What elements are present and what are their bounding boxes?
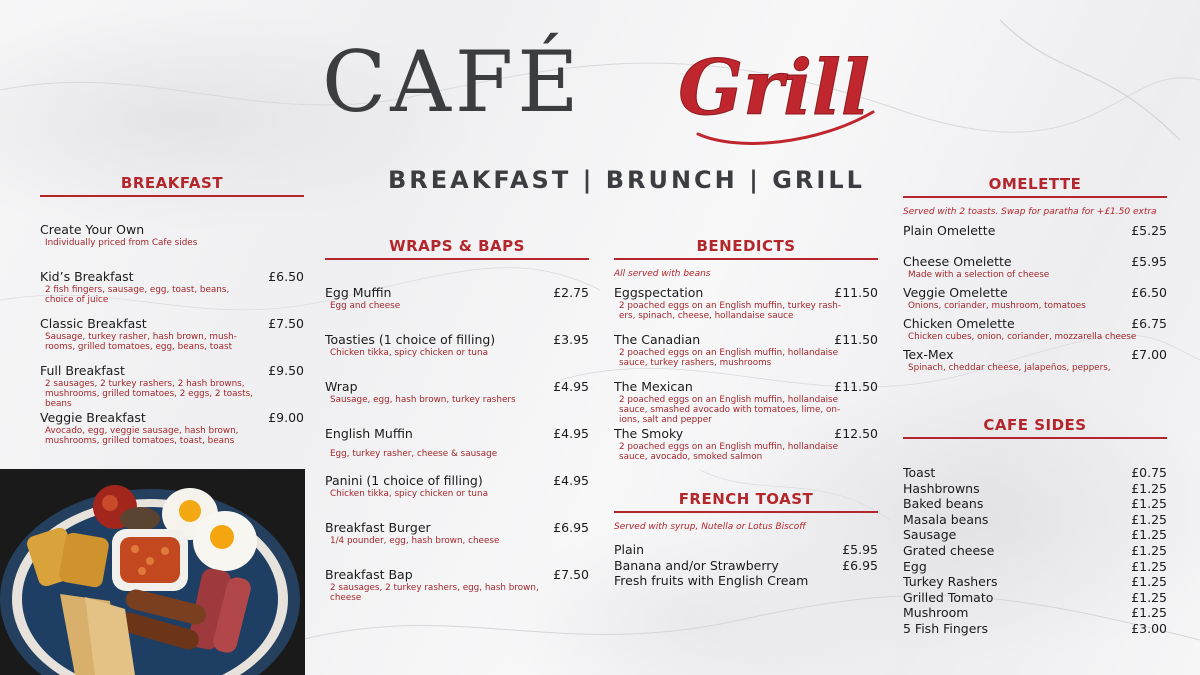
item-name: Breakfast Burger	[325, 520, 431, 535]
menu-item	[614, 379, 878, 425]
menu-item	[903, 347, 1167, 373]
item-name: The Mexican	[614, 379, 693, 394]
item-price: £4.95	[553, 379, 589, 394]
menu-item	[614, 426, 878, 462]
item-price: £4.95	[553, 473, 589, 488]
section-cafe-sides	[903, 416, 1167, 637]
item-price: £6.95	[842, 557, 878, 573]
item-name: Wrap	[325, 379, 358, 394]
section-note: All served with beans	[614, 269, 711, 279]
item-desc: Chicken tikka, spicy chicken or tuna	[330, 348, 488, 358]
item-desc: Chicken cubes, onion, coriander, mozzarella cheese	[908, 332, 1137, 342]
section-omelette	[903, 175, 1167, 373]
item-name: Baked beans	[903, 496, 984, 512]
menu-item	[40, 222, 304, 248]
title-cafe: CAFÉ	[322, 33, 583, 131]
item-price: £4.95	[553, 426, 589, 441]
menu-item	[903, 527, 1167, 543]
item-desc: 2 sausages, 2 turkey rashers, 2 hash browns, mushrooms, grilled tomatoes, 2 eggs, 2 toasts, beans	[45, 379, 253, 410]
item-price: £1.25	[1131, 542, 1167, 558]
item-price: £12.50	[834, 426, 878, 441]
menu-item	[903, 590, 1167, 606]
item-price: £3.95	[553, 332, 589, 347]
title-grill-logo	[668, 34, 880, 158]
item-price: £6.50	[268, 269, 304, 284]
item-price: £7.50	[553, 567, 589, 582]
menu-item	[903, 285, 1167, 311]
item-price: £1.25	[1131, 589, 1167, 605]
item-name: Veggie Breakfast	[40, 410, 146, 425]
item-name: Veggie Omelette	[903, 285, 1008, 300]
item-name: Plain	[614, 542, 645, 557]
item-name: Kid’s Breakfast	[40, 269, 134, 284]
item-desc: 2 poached eggs on an English muffin, hollandaise sauce, smashed avocado with tomatoes, lime, on-ions, salt and pepper	[619, 395, 841, 426]
item-name: Chicken Omelette	[903, 316, 1015, 331]
item-name: Mushroom	[903, 605, 969, 621]
item-name: 5 Fish Fingers	[903, 620, 989, 636]
item-price: £5.95	[1131, 254, 1167, 269]
item-name: Egg	[903, 558, 927, 574]
menu-item	[614, 542, 878, 558]
section-heading: BREAKFAST	[40, 174, 304, 197]
item-desc: Made with a selection of cheese	[908, 270, 1050, 280]
item-name: Tex-Mex	[903, 347, 954, 362]
breakfast-plate-photo	[0, 469, 305, 675]
item-price: £1.25	[1131, 496, 1167, 512]
item-desc: 2 poached eggs on an English muffin, turkey rash-ers, spinach, cheese, hollandaise sauce	[619, 301, 841, 322]
section-note: Served with 2 toasts. Swap for paratha for +£1.50 extra	[903, 207, 1157, 217]
item-price: £1.25	[1131, 480, 1167, 496]
title-grill-text: Grill	[678, 43, 870, 132]
menu-item	[903, 316, 1167, 342]
item-name: The Canadian	[614, 332, 701, 347]
item-desc: Spinach, cheddar cheese, jalapeños, peppers,	[908, 363, 1111, 373]
menu-item	[903, 621, 1167, 637]
item-price: £9.00	[268, 410, 304, 425]
menu-item	[903, 574, 1167, 590]
section-french-toast	[614, 490, 878, 589]
item-name: Fresh fruits with English Cream	[614, 573, 809, 589]
tagline: BREAKFAST | BRUNCH | GRILL	[388, 166, 865, 194]
item-price: £9.50	[268, 363, 304, 378]
section-heading: WRAPS & BAPS	[325, 237, 589, 260]
item-name: Hashbrowns	[903, 480, 980, 496]
item-desc: 2 poached eggs on an English muffin, hollandaise sauce, avocado, smoked salmon	[619, 442, 839, 463]
item-name: Toast	[903, 465, 936, 480]
menu-item	[614, 332, 878, 368]
menu-item	[903, 254, 1167, 280]
item-desc: Sausage, egg, hash brown, turkey rashers	[330, 395, 516, 405]
menu-item	[325, 567, 589, 603]
item-price: £6.95	[553, 520, 589, 535]
item-desc: Avocado, egg, veggie sausage, hash brown, mushrooms, grilled tomatoes, toast, beans	[45, 426, 239, 447]
item-price: £1.25	[1131, 574, 1167, 590]
menu-item	[903, 223, 1167, 238]
menu-item	[325, 520, 589, 546]
item-desc: Chicken tikka, spicy chicken or tuna	[330, 489, 488, 499]
item-price: £7.50	[268, 316, 304, 331]
menu-item	[903, 559, 1167, 575]
menu-item	[325, 379, 589, 405]
item-desc: Egg and cheese	[330, 301, 401, 311]
section-heading: FRENCH TOAST	[614, 490, 878, 513]
item-name: Classic Breakfast	[40, 316, 147, 331]
section-wraps-baps	[325, 237, 589, 604]
item-name: Turkey Rashers	[903, 574, 998, 590]
menu-item	[614, 558, 878, 574]
menu-item	[40, 363, 304, 409]
section-heading: BENEDICTS	[614, 237, 878, 260]
menu-item	[325, 285, 589, 311]
menu-item	[903, 605, 1167, 621]
menu-item	[614, 285, 878, 321]
item-name: Create Your Own	[40, 222, 145, 237]
item-price: £2.75	[553, 285, 589, 300]
item-price: £11.50	[834, 379, 878, 394]
item-name: Masala beans	[903, 511, 989, 527]
item-desc: 2 sausages, 2 turkey rashers, egg, hash brown, cheese	[330, 583, 539, 604]
item-name: Grated cheese	[903, 542, 995, 558]
menu-item	[903, 481, 1167, 497]
menu-item	[903, 465, 1167, 481]
menu-item	[903, 543, 1167, 559]
item-price: £1.25	[1131, 558, 1167, 574]
item-price: £1.25	[1131, 527, 1167, 543]
section-note: Served with syrup, Nutella or Lotus Biscoff	[614, 522, 806, 532]
item-name: Toasties (1 choice of filling)	[325, 332, 496, 347]
item-name: The Smoky	[614, 426, 684, 441]
item-price: £7.00	[1131, 347, 1167, 362]
item-desc: 1/4 pounder, egg, hash brown, cheese	[330, 536, 500, 546]
menu-item	[325, 426, 589, 459]
menu-item	[40, 410, 304, 446]
section-breakfast	[40, 174, 304, 447]
item-price: £5.25	[1131, 223, 1167, 238]
item-desc: Onions, coriander, mushroom, tomatoes	[908, 301, 1086, 311]
item-price: £3.00	[1131, 620, 1167, 636]
item-desc: 2 poached eggs on an English muffin, hollandaise sauce, turkey rashers, mushrooms	[619, 348, 839, 369]
item-desc: Egg, turkey rasher, cheese & sausage	[330, 449, 498, 459]
item-price: £0.75	[1131, 465, 1167, 480]
item-name: Eggspectation	[614, 285, 704, 300]
menu-item	[325, 332, 589, 358]
item-price: £11.50	[834, 332, 878, 347]
menu-item	[40, 269, 304, 305]
item-price: £1.25	[1131, 605, 1167, 621]
menu-item	[40, 316, 304, 352]
item-price: £6.50	[1131, 285, 1167, 300]
item-name: Grilled Tomato	[903, 589, 994, 605]
item-name: Full Breakfast	[40, 363, 125, 378]
item-desc: Sausage, turkey rasher, hash brown, mush-rooms, grilled tomatoes, egg, beans, toast	[45, 332, 237, 353]
item-name: Panini (1 choice of filling)	[325, 473, 483, 488]
menu-item	[614, 573, 878, 589]
menu-item	[325, 473, 589, 499]
item-name: Banana and/or Strawberry	[614, 557, 779, 573]
item-price: £1.25	[1131, 511, 1167, 527]
item-name: Breakfast Bap	[325, 567, 413, 582]
item-name: Plain Omelette	[903, 223, 996, 238]
menu-item	[903, 496, 1167, 512]
section-heading: CAFE SIDES	[903, 416, 1167, 439]
item-name: Sausage	[903, 527, 957, 543]
item-desc: Individually priced from Cafe sides	[45, 238, 198, 248]
menu-item	[903, 512, 1167, 528]
section-benedicts	[614, 237, 878, 463]
section-heading: OMELETTE	[903, 175, 1167, 198]
item-name: Egg Muffin	[325, 285, 392, 300]
item-price: £5.95	[842, 542, 878, 557]
item-name: Cheese Omelette	[903, 254, 1012, 269]
item-desc: 2 fish fingers, sausage, egg, toast, beans, choice of juice	[45, 285, 230, 306]
item-price: £6.75	[1131, 316, 1167, 331]
item-name: English Muffin	[325, 426, 413, 441]
item-price: £11.50	[834, 285, 878, 300]
